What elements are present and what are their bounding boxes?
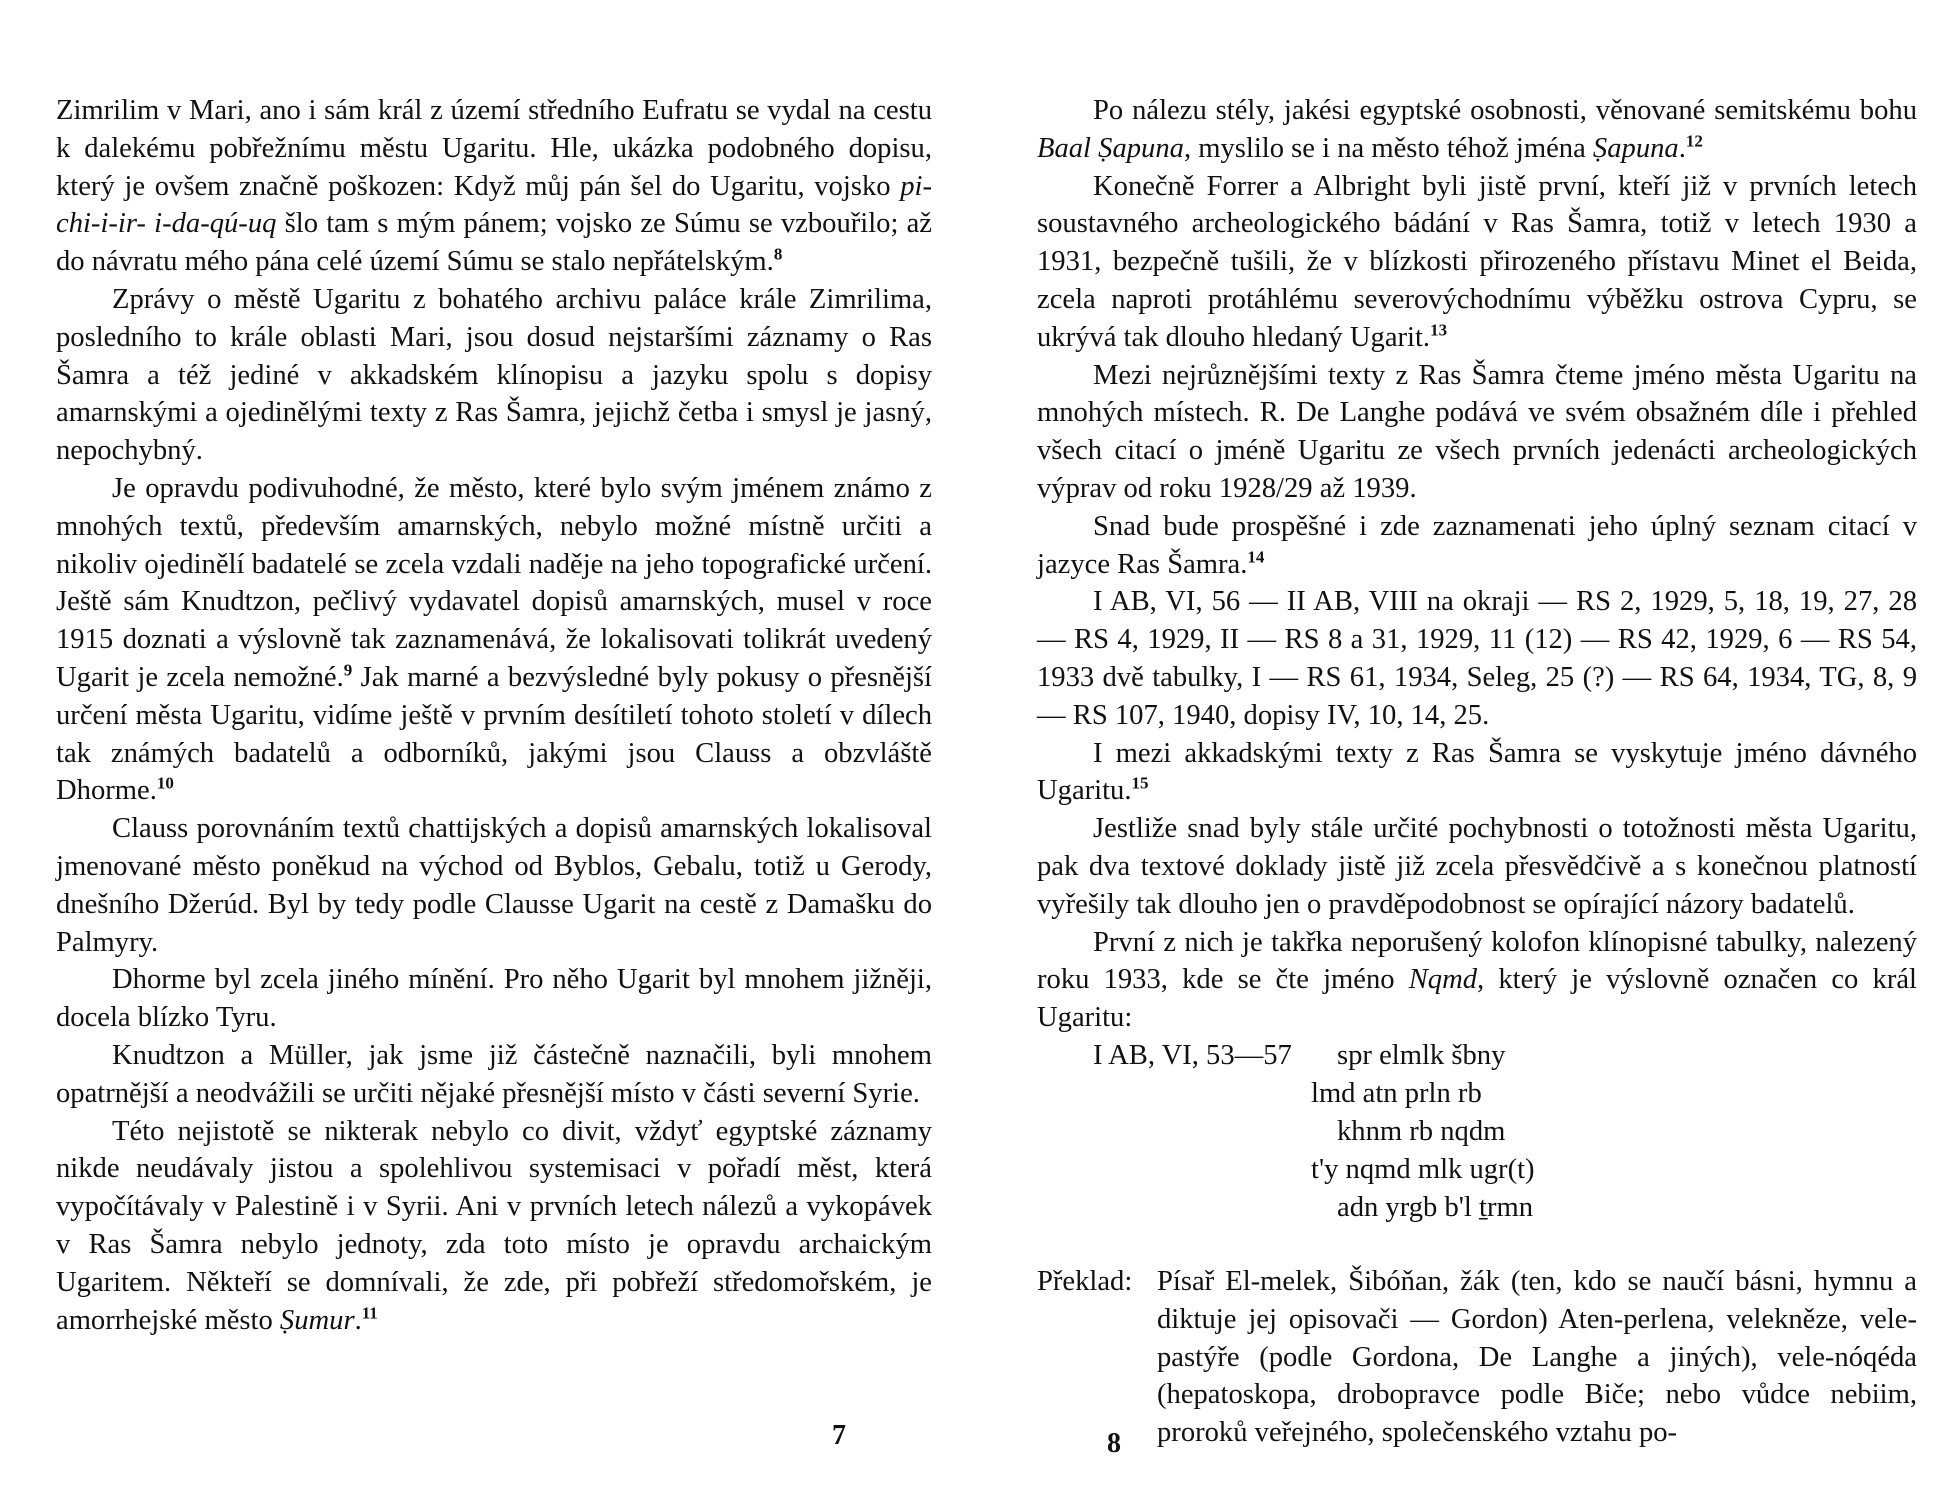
page-number-left: 7 [832, 1420, 846, 1451]
paragraph: Dhorme byl zcela jiného mínění. Pro něho Ugarit byl mnohem jižněji, docela blízko Tyru. [56, 964, 932, 1034]
paragraph: Po nálezu stély, jakési egyptské osobnosti, věnované semitskému bohu Baal Ṣapuna, myslilo se i na město téhož jména Ṣapuna.$^{12}$ [1037, 95, 1917, 164]
paragraph: Této nejistotě se nikterak nebylo co divit, vždyť egyptské záznamy nikde neudávaly jistou a spolehlivou systemisaci v pořadí měst, která vypočítávaly v Palestině i v Syrii. Ani v prvních letech nálezů a vykopávek v Ras Šamra nebylo jednoty, zda toto místo je opravdu archaickým Ugaritem. Někteří se domnívali, že zde, při pobřeží středomořském, je amorrhejské město Ṣumur.$^{11}$ [56, 1115, 932, 1336]
right-paragraphs [1037, 92, 1917, 1037]
translation-block [1037, 1263, 1917, 1452]
paragraph: Clauss porovnáním textů chattijských a dopisů amarnských lokalisoval jmenované město poněkud na východ od Byblos, Gebalu, totiž u Gerody, dnešního Džerúd. Byl by tedy podle Clausse Ugarit na cestě z Damašku do Palmyry. [56, 813, 932, 958]
verse-line: spr elmlk šbny [1337, 1039, 1506, 1071]
verse-line: lmd atn prln rb [1311, 1077, 1482, 1109]
paragraph: Je opravdu podivuhodné, že město, které bylo svým jménem známo z mnohých textů, především amarnských, nebylo možné místně určiti a nikoliv ojedinělí badatelé se zcela vzdali naděje na jeho topografické určení. Ještě sám Knudtzon, pečlivý vydavatel dopisů amarnských, musel v roce 1915 doznati a výslovně tak zaznamenává, že lokalisovati tolikrát uvedený Ugarit je zcela nemožné.$^9$ Jak marné a bezvýsledné byly pokusy o přesnější určení města Ugaritu, vidíme ještě v prvním desítiletí tohoto století v dílech tak známých badatelů a odborníků, jakými jsou Clauss a obzvláště Dhorme.$^{10}$ [56, 472, 932, 807]
paragraph: Zimrilim v Mari, ano i sám král z území středního Eufratu se vydal na cestu k dalekému pobřežnímu městu Ugaritu. Hle, ukázka podobného dopisu, který je ovšem značně poškozen: Když můj pán šel do Ugaritu, vojsko pi-chi-i-ir- i-da-qú-uq šlo tam s mým pánem; vojsko ze Súmu se vzbouřilo; až do návratu mého pána celé území Súmu se stalo nepřátelským.$^8$ [56, 95, 932, 278]
translation-text: Písař El-melek, Šibóňan, žák (ten, kdo se naučí básni, hymnu a diktuje jej opisovači — Gordon) Aten-perlena, velekněze, vele-pastýře (podle Gordona, De Langhe a jiných), vele-nóqéda (hepatoskopa, drobopravce podle Biče; nebo vůdce nebiim, proroků veřejného, společenského vztahu po- [1157, 1265, 1917, 1449]
paragraph: Konečně Forrer a Albright byli jistě první, kteří již v prvních letech soustavného archeologického bádání v Ras Šamra, totiž v letech 1930 a 1931, bezpečně tušili, že v blízkosti přirozeného přístavu Minet el Beida, zcela naproti protáhlému severovýchodnímu výběžku ostrova Cypru, se ukrývá tak dlouho hledaný Ugarit.$^{13}$ [1037, 170, 1917, 353]
verse-reference: I AB, VI, 53—57 [1093, 1039, 1292, 1071]
translation-label: Překlad: [1037, 1265, 1133, 1297]
colophon-verse [1037, 1037, 1917, 1263]
left-page-text [56, 92, 932, 1339]
page-number-right: 8 [1107, 1428, 1121, 1459]
right-page-text [1037, 92, 1917, 1452]
paragraph: I mezi akkadskými texty z Ras Šamra se vyskytuje jméno dávného Ugaritu.$^{15}$ [1037, 737, 1917, 807]
paragraph: Snad bude prospěšné i zde zaznamenati jeho úplný seznam citací v jazyce Ras Šamra.$^{14}$ [1037, 510, 1917, 580]
paragraph: Jestliže snad byly stále určité pochybnosti o totožnosti města Ugaritu, pak dva textové doklady jistě již zcela přesvědčivě a s konečnou platností vyřešily tak dlouho jen o pravděpodobnost se opírající názory badatelů. [1037, 813, 1917, 920]
right-page [977, 0, 1954, 1500]
verse-line: adn yrgb b'l ṯrmn [1337, 1191, 1534, 1223]
verse-line: khnm rb nqdm [1337, 1115, 1506, 1147]
verse-line: t'y nqmd mlk ugr(t) [1311, 1153, 1535, 1185]
paragraph: První z nich je takřka neporušený kolofon klínopisné tabulky, nalezený roku 1933, kde se čte jméno Nqmd, který je výslovně označen co král Ugaritu: [1037, 926, 1917, 1034]
paragraph: I AB, VI, 56 — II AB, VIII na okraji — RS 2, 1929, 5, 18, 19, 27, 28 — RS 4, 1929, II — RS 8 a 31, 1929, 11 (12) — RS 42, 1929, 6 — RS 54, 1933 dvě tabulky, I — RS 61, 1934, Seleg, 25 (?) — RS 64, 1934, TG, 8, 9 — RS 107, 1940, dopisy IV, 10, 14, 25. [1037, 586, 1917, 731]
paragraph: Knudtzon a Müller, jak jsme již částečně naznačili, byli mnohem opatrnější a neodvážili se určiti nějaké přesnější místo v části severní Syrie. [56, 1039, 932, 1109]
paragraph: Mezi nejrůznějšími texty z Ras Šamra čteme jméno města Ugaritu na mnohých místech. R. De Langhe podává ve svém obsažném díle i přehled všech citací o jméně Ugaritu ze všech prvních jedenácti archeologických výprav od roku 1928/29 až 1939. [1037, 359, 1917, 504]
paragraph: Zprávy o městě Ugaritu z bohatého archivu paláce krále Zimrilima, posledního to krále oblasti Mari, jsou dosud nejstaršími záznamy o Ras Šamra a též jediné v akkadském klínopisu a jazyku spolu s dopisy amarnskými a ojedinělými texty z Ras Šamra, jejichž četba i smysl je jasný, nepochybný. [56, 283, 932, 467]
